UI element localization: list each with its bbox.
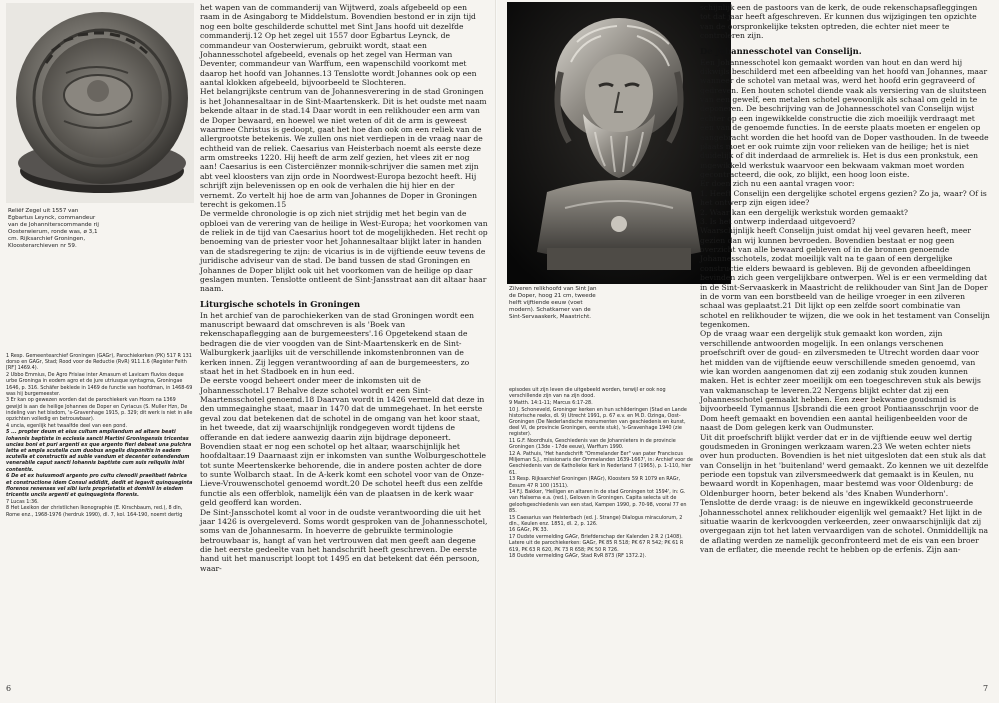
paragraph: Het belangrijkste centrum van de Johannesverering in de stad Groningen is het Johannesaltaar in de Sint-Maartenskerk. Dit is het oudste met naam bekende altaar in de stad.14 Daar wordt in een relikhouder een arm van de Doper bewaard, en hoewel we niet weten of dit de arm is geweest waarmee Christus is gedoopt, gaat het hoe dan ook om een reliek van de allergrootste betekenis. We zullen ons niet verdiepen in de vraag naar de echtheid van de reliek. Caesarius van Heisterbach noemt als eerste deze arm omstreeks 1220. Hij heeft de arm zelf gezien, het vlees zit er nog aan! Caesarius is een Cisterciënzer monnik-schrijver die samen met zijn abt veel kloosters van zijn orde in Noordwest-Europa bezocht heeft. Hij schrijft zijn belevenissen op en ook de verhalen die hij hier en der vernemt. Zo vertelt hij hoe de arm van Johannes de Doper in Groningen terecht is gekomen.15 [200,87,487,209]
right-footnotes [509,387,693,560]
paragraph: Een Johannesschotel kon gemaakt worden van hout en dan werd hij dikwijls beschilderd met een afbeelding van het hoofd van Johannes, maar wanneer de schotel van metaal was, werd het hoofd erin gegraveerd of gedreven. Een houten schotel diende vaak als versiering van de sluitsteen van een gewelf, een metalen schotel gewoonlijk als schaal om geld in te deponeren. De beschrijving van de Johannesschotel van Conselijn wijst echter op een ingewikkelde constructie die zich moeilijk verdraagt met één van de genoemde functies. In de eerste plaats moeten er engelen op aangebracht worden die het hoofd van de Doper vasthouden. In de tweede plaats moet er ook ruimte zijn voor relieken van de heilige; het is niet duidelijk of dit inderdaad de armreliek is. Het is dus een pronkstuk, een ingewikkeld werkstuk waarvoor een bekwaam vakman moet worden gecontracteerd, die ook, zo blijkt, een hoog loon eiste. [700,57,989,179]
paragraph: schijnlijk een de pastoors van de kerk, de oude rekenschapsafleggingen tot dat jaar heeft afgeschreven. Er kunnen dus wijzigingen ten opzichte van de oorspronkelijke teksten optreden, die echter niet meer te controleren zijn. [700,3,978,41]
reliquary-bust-image [507,2,731,284]
footnote: 8 Het Lexikon der christlichen Ikonographie (E. Kirschbaum, red.), 8 dln, Rome enz., 1968-1976 (herdruk 1990), dl. 7, kol. 164-190, noemt dertig [6,505,183,518]
left-main-column [200,3,488,573]
seal-image [6,3,194,203]
list-item: 2. Waar kan een dergelijk werkstuk worden gemaakt? [700,207,908,217]
footnote: 7 Lucas 1:36. [6,498,39,505]
right-main-column [700,3,990,554]
right-page [497,0,999,703]
footnote: 16 GAGr, PK 33. [509,527,549,534]
footnote: 10 J. Schoneveld, Groninger kerken en hun schilderingen (Stad en Lande historische reeks, dl. 9) Utrecht 1991, p. 67 e.v. en M.D. Ozinga, Oost-Groningen (De Nederlandsche monumenten van geschiedenis en kunst, deel VI, de provincie Groningen, eerste stuk), 's-Gravenhage 1940 (zie register). [509,406,687,438]
seal-caption [8,208,103,250]
paragraph: Uit dit proefschrift blijkt verder dat er in de vijftiende eeuw wel dertig goudsmeden in Groningen werkzaam waren.23 We weten echter niets over hun producten. Bovendien is het niet uitgesloten dat een stuk als dat van Conselijn in het 'buitenland' werd gemaakt. Zo kennen we uit dezelfde periode een topstuk van zilversmeedwerk dat gemaakt is in Keulen, nu bewaard wordt in Kopenhagen, maar bestemd was voor Oldenburg: de Oldenburger hoorn, beter bekend als 'des Knaben Wunderhorn'. [700,432,989,498]
paragraph: De Sint-Jansschotel komt al voor in de oudste verantwoording die uit het jaar 1426 is overgeleverd. Soms wordt gesproken van de Johannesschotel, soms van de Johannesarm. In hoeverre de gebruikte terminologie betrouwbaar is, hangt af van het vertrouwen dat men geeft aan degene die het eerste gedeelte van het handschrift heeft geschreven. De eerste hand uit het manuscript loopt tot 1495 en dat betekent dat één persoon, waar- [200,507,488,573]
footnote: 12 A. Pathuis, 'Het handschrift "Ommelander Eer" van pater Franciscus Miljeman S.J., missionaris der Ommelanden 1639-1667', in: Archief voor de Geschiedenis van de Katholieke Kerk in Nederland 7 (1965), p. 1-110, hier 61. [509,451,693,476]
footnote: episodes uit zijn leven die uitgebeeld worden, terwijl er ook nog verschillende zijn van na zijn dood. [509,387,666,400]
left-footnotes [6,353,193,518]
section-heading: De Johannesschotel van Conselijn. [700,45,862,56]
left-page [0,0,496,703]
paragraph: De vermelde chronologie is op zich niet strijdig met het begin van de opbloei van de verering van de heilige in West-Europa; het voorkomen van de reliek in de tijd van Caesarius hoort tot de mogelijkheden. Het recht op benoeming van de priester voor het Johannesaltaar blijkt later in handen van de stadsregering te zijn: de vicarius is in de vijftiende eeuw tevens de juridische adviseur van de stad. De band tussen de stad Groningen en Johannes de Doper blijkt ook uit het voorkomen van de heilige op daar geslagen munten. Tenslotte ontleent de Sint-Jansstraat aan dit altaar haar naam. [200,209,488,294]
footnote: 2 Ubbo Emmius, De Agro Frisiae inter Amasum et Lavicam fluvios deque urbe Groninga in eodem agro et de jure utriusque syntagma, Groningae 1646, p. 316. Schäfer beklede in 1469 de functie van hoofdman, in 1468-69 was hij burgemeester. [6,372,193,397]
footnote: 4 uncia, egenlijk het twaalfde deel van een pond. [6,422,128,429]
footnote: 9 Matth. 14:1-11; Marcus 6:17-28. [509,399,593,406]
bust-caption [509,286,604,321]
paragraph: Er doen zich nu een aantal vragen voor: [700,179,855,189]
seal-photo [6,3,194,203]
section-heading: Liturgische schotels in Groningen [200,298,361,309]
list-item: 1. Heeft Conselijn een dergelijke schotel ergens gezien? Zo ja, waar? Of is het ontwerp zijn eigen idee? [700,188,987,208]
footnote: 11 G.F. Noordhuis, Geschiedenis van de Johannieters in de provincie Groningen (13de - 17de eeuw), Warffum 1990. [509,438,676,451]
paragraph: De eerste voogd beheert onder meer de inkomsten uit de Johannesschotel.17 Behalve deze schotel wordt er een Sint-Maartensschotel genoemd.18 Daarvan wordt in 1426 vermeld dat deze in den ummegainghe staat, maar in 1470 dat de ummegehaet. In het eerste geval zou dat betekenen dat de schotel in de omgang van het koor staat, in het tweede, dat zij waarschijnlijk rondgegeven wordt tijdens de offerande en dat iedere aanwezig daarin zijn bijdrage deponeert. Bovendien staat er nog een schotel op het altaar, waarschijnlijk het hoofdaltaar.19 Daarnaast zijn er inkomsten van sunthe Wolburgeschottele tot sunte Meertenskerke behorende, die in andere posten achter de dore to sunte Wolbarch staat. In de A-kerk komt een schotel voor van de Onze-Lieve-Vrouwenschotel genoemd wordt.20 De schotel heeft dus een zelfde functie als een offerblok, namelijk één van de plaatsen in de kerk waar geld geofferd kan worden. [200,376,487,508]
page-number: 6 [6,684,12,693]
bust-photo [507,2,731,284]
footnote: 6 De et ex huiusmodi argento pro cultu clenodii praelibati fabrica et constructione idem Consul addidit, dedit et legavit quinquaginta florenos renenses vel sibi iuris proprietatis et dominii in eisdem tricentis unciis argenti et quinquaginta florenis. [6,473,193,498]
footnote: 5 ... propter deum et eius cultum ampliandum ad altare beati Iohannis baptiste in ecclesia sancti Martini Groningensis tricentas uncias boni et puri argenti ex que argento fieri debeat una pulchra latta et ampla scutella cum duobus angelis disponitis in eadem scutella et constructis ad suble vandum et decenter ostendendum venerabile caput sancti Iohannis baptiste cum suis reliquiis inibi contentis. [6,429,192,473]
footnote: 15 Caesarius van Heisterbach (ed. J. Strange) Dialogus miraculorum, 2 dln., Keulen enz. 1851, dl. 2, p. 126. [509,514,683,527]
paragraph: Op de vraag waar een dergelijk stuk gemaakt kon worden, zijn verschillende antwoorden mogelijk. In een onlangs verschenen proefschrift over de goud- en zilversmeden te Utrecht worden daar voor het midden van de vijftiende eeuw verschillende smeden genoemd, van wie kan worden aangenomen dat zij een zodanig stuk zouden kunnen maken. Het is echter zeer moeilijk om een toegeschreven stuk als bewijs van vakmanschap te leveren.22 Nergens blijkt echter dat zij een Johannesschotel gemaakt hebben. Een zeer bekwame goudsmid is bijvoorbeeld Tymannus IJsbrandi die een groot Pontiaansschrijn voor de Dom heeft gemaakt en bovendien een aantal heiligenbeelden voor de naast de Dom gelegen kerk van Oudmunster. [700,329,981,433]
footnote: 13 Resp. Rijksarchief Groningen (RAGr), Kloosters 59 R 1079 en RAGr, Eesum 47 R 100 (1511). [509,476,681,489]
paragraph: Tenslotte de derde vraag: is de nieuwe en ingewikkeld geconstrueerde Johannesschotel annex relikhouder eigenlijk wel gemaakt? Het lijkt in de situatie waarin de kerkvoogden verkeerden, zeer onwaarschijnlijk dat zij overgegaan zijn tot het laten vervaardigen van de schotel. Onmiddellijk na de aflating werden ze namelijk geconfronteerd met de eis van een broer van de erflater, die meende recht te hebben op de erfenis. Zijn aan- [700,498,989,554]
footnote: 1 Resp. Gemeentearchief Groningen (GAGr), Parochiekerken (PK) 517 R 131 dorso en GAGr, Stad; Rood voor de Reductie (RvR) 911.1.6 (Register Feith [RF] 1469.4). [6,353,192,372]
page-number: 7 [983,684,989,693]
seal-caption-text: Reliëf Zegel uit 1557 van Egbartus Leynck, commandeur van de Johanniterscommande rij Oosterwierum, ronde was, ø 3,1 cm. Rijksarchief Groningen, Kloosterarchieven nr 59. [8,208,99,249]
paragraph: het wapen van de commanderij van Wijtwerd, zoals afgebeeld op een raam in de Asingaborg te Middelstum. Bovendien bestond er in zijn tijd nog een bolte geschilderde schuttel met Sint Jans hoofd uit dezelfde commanderij.12 Op het zegel uit 1557 door Egbartus Leynck, de commandeur van Oosterwierum, gebruikt wordt, staat een Johannesschotel afgebeeld, evenals op het zegel van Herman van Deventer, commandeur van Warffum, een wapenschild voorkomt met daarop het hoofd van Johannes.13 Tenslotte wordt Johannes ook op een aantal klokken afgebeeld, bijvoorbeeld te Slochteren. [200,3,477,87]
footnote: 14 F.J. Bakker, 'Heiligen en altaren in de stad Groningen tot 1594', in: G. van Halsema e.a. (red.), Geloven in Groningen. Capita selecta uit de geloofsgeschiedenis van een stad, Kampen 1990, p. 70-98, vooral 77 en 85. [509,489,687,514]
list-item: 3. Is het ontwerp inderdaad uitgevoerd? [700,216,856,226]
footnote: 17 Oudste vermelding GAGr, Briefderschap der Kalenden 2 R 2 (1408). Latere uit de parochiekerken: GAGr, PK 85 R 518; PK 67 R 542; PK 61 R 619, PK 63 R 620, PK 73 R 658; PK 50 R 726. [509,534,684,553]
paragraph: In het archief van de parochiekerken van de stad Groningen wordt een manuscript bewaard dat omschreven is als 'Boek van rekenschapaflegging aan de burgemeesters'.16 Opgetekend staan de bedragen die de vier voogden van de Sint-Maartenskerk en de Sint-Walburgkerk jaarlijks uit de verschillende inkomstenbronnen van de kerken innen. Zij leggen verantwoording af aan de burgemeesters, zo staat het in het Stadboek en in hun eed. [200,310,474,376]
paragraph: Waarschijnlijk heeft Conselijn juist omdat hij veel gevaren heeft, meer gezien dan wij kunnen bevroeden. Bovendien bestaat er nog geen overzicht van alle bewaard gebleven of in de bronnen genoemde Johannesschotels, zodat moeilijk valt na te gaan of een dergelijke constructie elders bewaard is gebleven. Bij de gevonden afbeeldingen bevinden zich geen vergelijkbare ontwerpen. Wel is er een vermelding dat in de Sint-Servaaskerk in Maastricht de relikhouder van Sint Jan de Doper in de vorm van een borstbeeld van de heilige vroeger in een zilveren schaal was geplaatst.21 Dit lijkt op een zelfde soort combinatie van schotel en relikhouder te wijzen, die we ook in het testament van Conselijn tegenkomen. [700,226,990,329]
footnote: 3 Er kan op gewezen worden dat de parochiekerk van Hoorn na 1369 gewijd is aan de heilige Johannes de Doper en Cyriacus (S. Muller Hzn, De indeling van het bisdom, 's-Gravenhage 1915, p. 329; dit werk is niet in alle opzichten volledig en betrouwbaar). [6,397,193,423]
footnote: 18 Oudste vermelding GAGr, Stad RvR 873 (RF 1372.2). [509,553,647,560]
bust-caption-text: Zilveren relikhoofd van Sint Jan de Doper, hoog 21 cm, tweede helft vijftiende eeuw (voet modern). Schatkamer van de Sint-Servaaskerk, Maastricht. [509,286,597,320]
